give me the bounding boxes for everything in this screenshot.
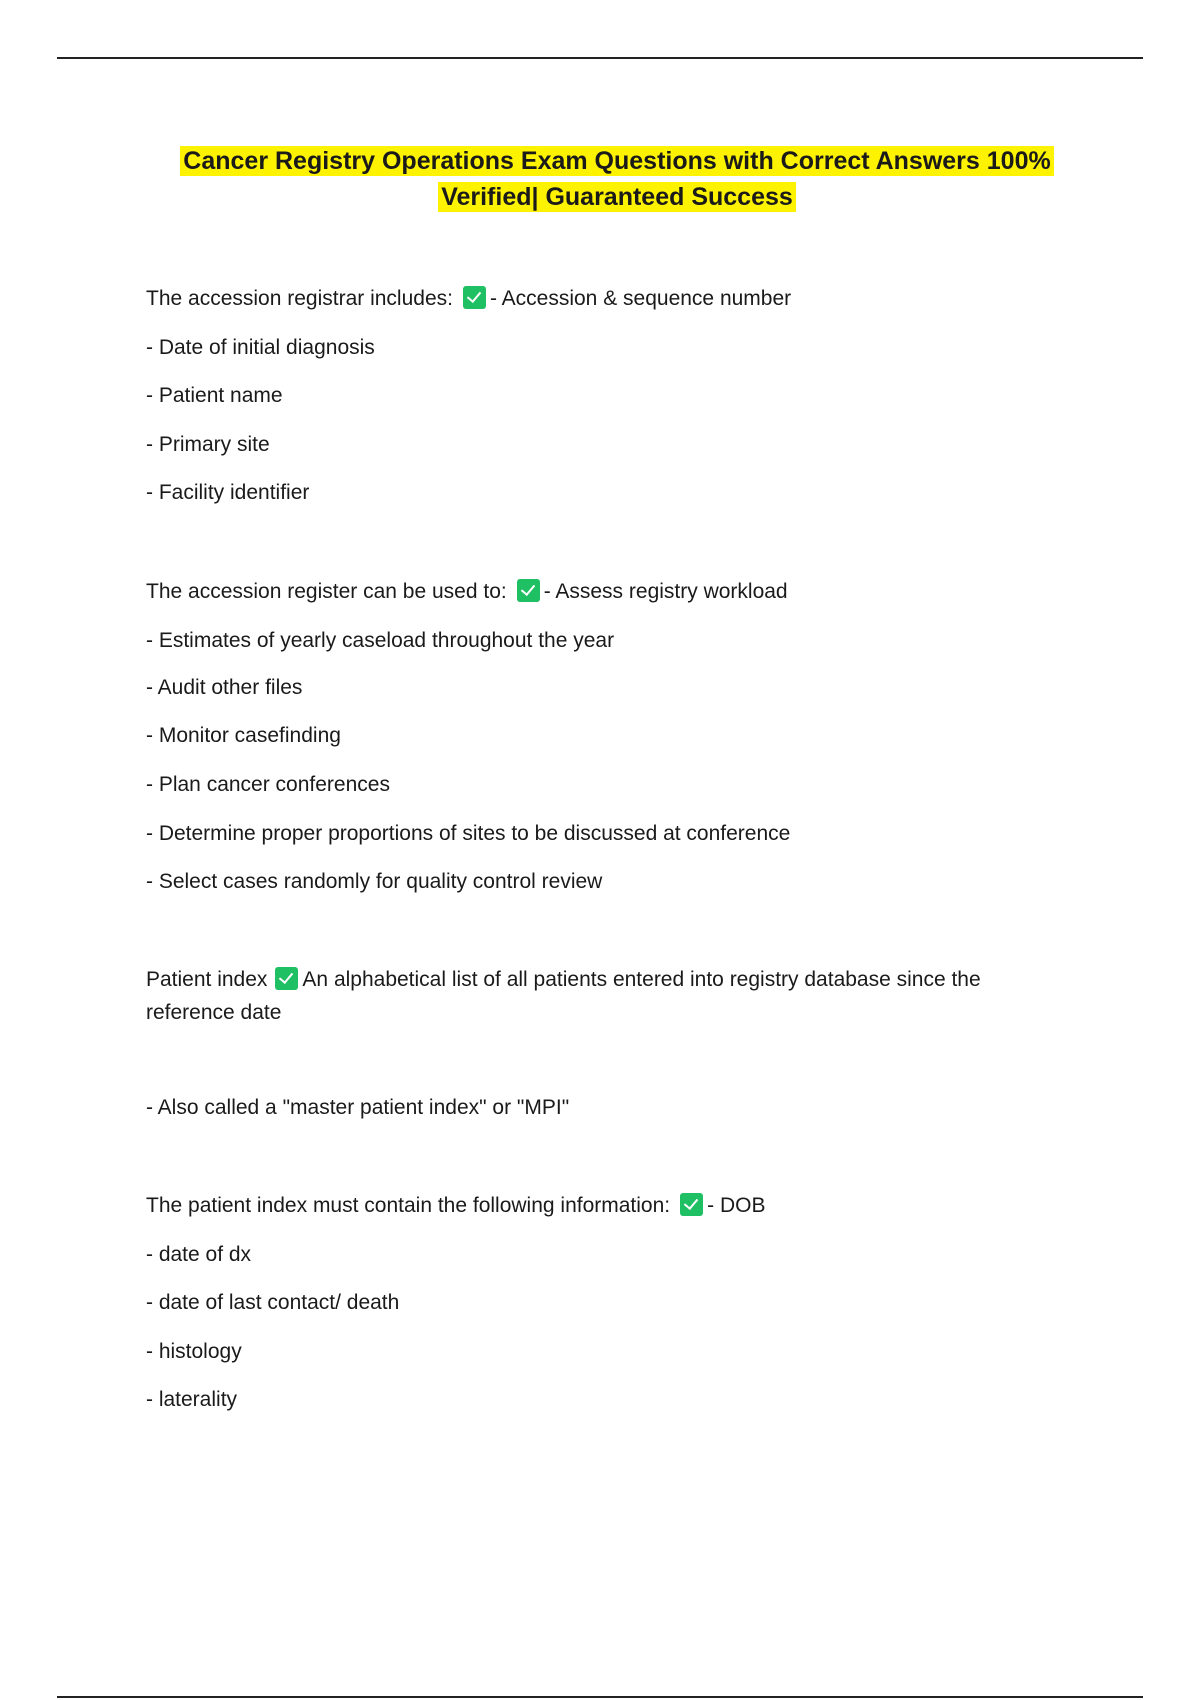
check-mark-icon xyxy=(463,286,486,309)
list-item: - Patient name xyxy=(146,384,283,407)
list-item: - date of dx xyxy=(146,1243,252,1266)
list-item: - Also called a "master patient index" or "MPI" xyxy=(146,1096,570,1119)
list-item: - Monitor casefinding xyxy=(146,724,341,747)
check-mark-icon xyxy=(275,967,298,990)
list-item: - Audit other files xyxy=(146,676,303,699)
question-2 xyxy=(146,578,788,606)
question-4-answer: - DOB xyxy=(707,1194,766,1217)
question-3-answer-continued: reference date xyxy=(146,1001,282,1024)
question-2-prompt: The accession register can be used to: xyxy=(146,580,507,603)
question-1-prompt: The accession registrar includes: xyxy=(146,287,453,310)
list-item: - Determine proper proportions of sites to be discussed at conference xyxy=(146,822,791,845)
list-item: - Estimates of yearly caseload throughout the year xyxy=(146,629,615,652)
list-item: - laterality xyxy=(146,1388,238,1411)
header-rule xyxy=(57,57,1143,59)
question-3-prompt: Patient index xyxy=(146,968,268,991)
footer-rule xyxy=(57,1696,1143,1698)
question-1-answer: - Accession & sequence number xyxy=(489,287,792,310)
list-item: - Primary site xyxy=(146,433,270,456)
list-item: - Date of initial diagnosis xyxy=(146,336,375,359)
check-mark-icon xyxy=(517,579,540,602)
question-4-prompt: The patient index must contain the following information: xyxy=(146,1194,671,1217)
title-line-1: Cancer Registry Operations Exam Questions with Correct Answers 100% xyxy=(180,146,1053,176)
list-item: - Select cases randomly for quality control review xyxy=(146,870,603,893)
question-2-answer: - Assess registry workload xyxy=(543,580,788,603)
title-line-2: Verified| Guaranteed Success xyxy=(438,182,796,212)
list-item: - Facility identifier xyxy=(146,481,310,504)
question-3 xyxy=(146,966,981,994)
question-3-answer: An alphabetical list of all patients entered into registry database since the xyxy=(302,968,981,991)
list-item: - Plan cancer conferences xyxy=(146,773,390,796)
question-4 xyxy=(146,1192,765,1220)
question-1 xyxy=(146,285,791,313)
document-title xyxy=(0,143,1200,215)
check-mark-icon xyxy=(680,1193,703,1216)
list-item: - date of last contact/ death xyxy=(146,1291,400,1314)
list-item: - histology xyxy=(146,1340,242,1363)
